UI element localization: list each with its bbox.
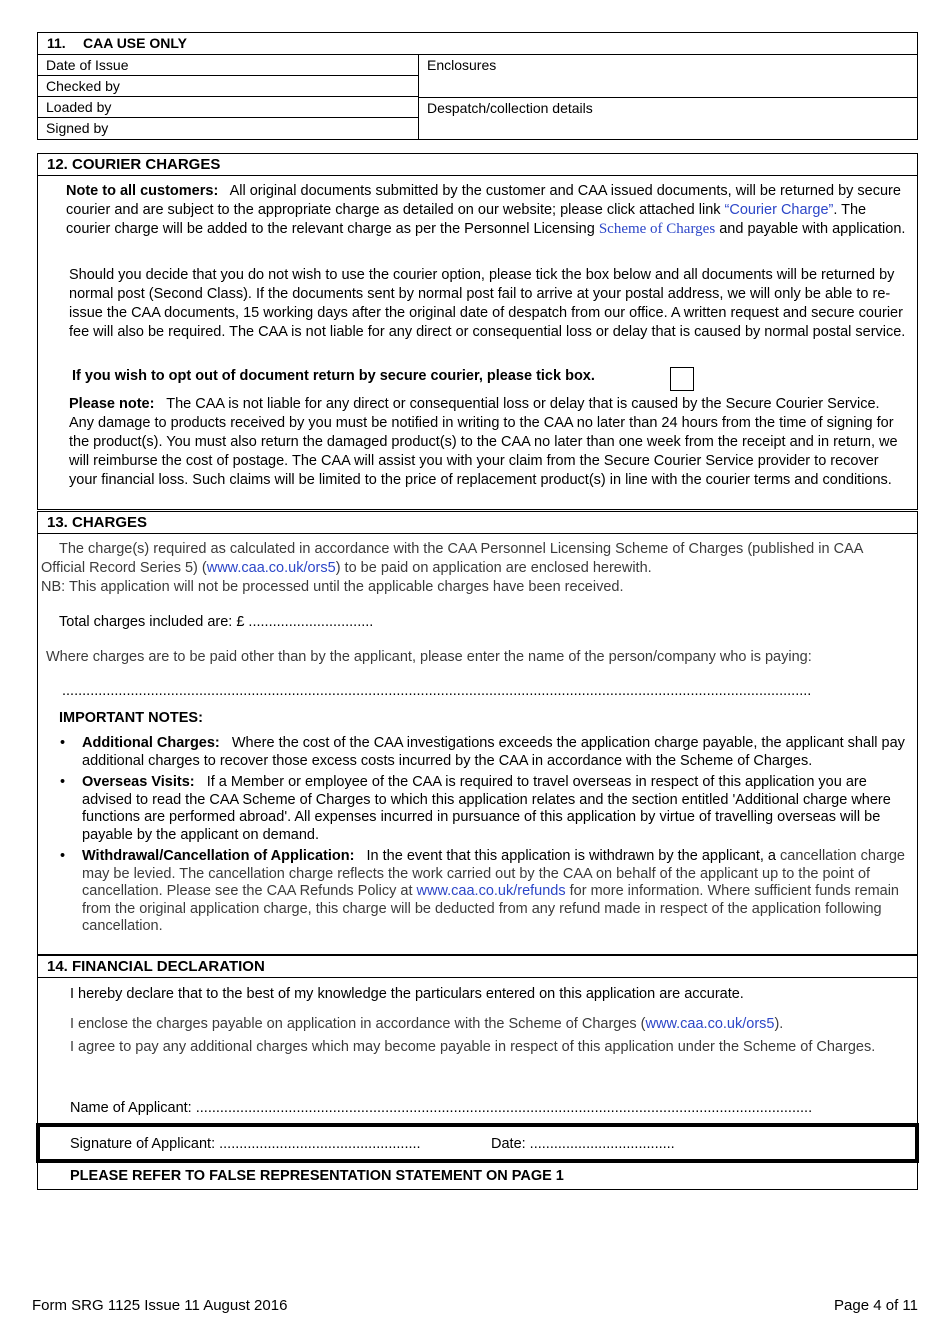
overseas-visits-label: Overseas Visits: xyxy=(82,774,195,790)
charges-text-1: The charge(s) required as calculated in accordance with the CAA Personnel Licensing Scheme of Charges (published in CAA Official Record Series 5) ( xyxy=(41,541,863,576)
enclose-text-2: ). xyxy=(774,1016,784,1032)
important-notes-list xyxy=(56,735,905,940)
section-courier-charges xyxy=(37,153,918,510)
please-note xyxy=(69,395,907,490)
withdrawal-label: Withdrawal/Cancellation of Application: xyxy=(82,848,355,864)
bullet: • xyxy=(60,735,66,751)
opt-out-checkbox[interactable] xyxy=(670,367,694,391)
ors5-link[interactable]: www.caa.co.uk/ors5 xyxy=(645,1016,775,1032)
false-representation-notice: PLEASE REFER TO FALSE REPRESENTATION STATEMENT ON PAGE 1 xyxy=(70,1168,564,1184)
declaration-text: I hereby declare that to the best of my knowledge the particulars entered on this application are accurate. xyxy=(70,986,744,1002)
enclosures-field[interactable]: Enclosures xyxy=(419,55,917,98)
charges-text xyxy=(41,540,909,578)
important-notes-title: IMPORTANT NOTES: xyxy=(59,710,203,726)
payer-name-field[interactable]: .......................................................................................................................................................................................... xyxy=(62,683,812,699)
section-title: 13. CHARGES xyxy=(38,512,917,534)
note-text-2: . The courier charge will be added to the relevant charge as per the Personnel Licensing xyxy=(66,202,867,237)
list-item xyxy=(56,848,905,936)
refunds-link[interactable]: www.caa.co.uk/refunds xyxy=(416,883,566,899)
section-financial-declaration xyxy=(37,955,918,1190)
other-payer-text: Where charges are to be paid other than by the applicant, please enter the name of the person/company who is paying: xyxy=(46,649,812,665)
opt-out-label: If you wish to opt out of document return by secure courier, please tick box. xyxy=(72,368,595,384)
enclose-text xyxy=(70,1013,887,1036)
withdrawal-text-1: In the event that this application is withdrawn by the applicant, a xyxy=(366,848,777,864)
caa-fields-left xyxy=(38,55,419,139)
signed-by-field[interactable]: Signed by xyxy=(38,118,419,139)
section-title: 12. COURIER CHARGES xyxy=(38,154,917,176)
nb-text: NB: This application will not be processed until the applicable charges have been received. xyxy=(41,579,624,595)
signature-box xyxy=(36,1123,919,1163)
list-item xyxy=(56,735,905,770)
page-number: Page 4 of 11 xyxy=(834,1297,918,1314)
section-title: CAA USE ONLY xyxy=(83,35,187,51)
charges-text-2: ) to be paid on application are enclosed herewith. xyxy=(335,560,652,576)
ors5-link[interactable]: www.caa.co.uk/ors5 xyxy=(206,560,336,576)
additional-charges-label: Additional Charges: xyxy=(82,735,220,751)
withdrawal-text-3: for more information. Where sufficient funds remain from the original application charge, this charge will be deducted from any refund made in respect of the application following cancellation. xyxy=(82,883,900,934)
date-field[interactable]: Date: .................................... xyxy=(491,1136,675,1152)
note-text: All original documents submitted by the customer and CAA issued documents, will be returned by secure courier and are subject to the appropriate charge as detailed on our website; please click attached link xyxy=(66,183,901,218)
courier-option-text: Should you decide that you do not wish to use the courier option, please tick the box below and all documents will be returned by normal post (Second Class). If the documents sent by normal post fail to arrive at your postal address, we will only be able to re-issue the CAA documents, 15 working days after the original date of despatch from our office. A written request and secure courier fee will also be required. The CAA is not liable for any direct or consequential loss or delay that is caused by normal postal service. xyxy=(69,267,906,340)
loaded-by-field[interactable]: Loaded by xyxy=(38,97,419,118)
section-caa-use-only xyxy=(37,32,918,140)
section-title: 14. FINANCIAL DECLARATION xyxy=(38,956,917,978)
checked-by-field[interactable]: Checked by xyxy=(38,76,419,97)
courier-charge-link[interactable]: “Courier Charge” xyxy=(724,202,834,218)
list-item xyxy=(56,774,905,844)
additional-charges-text: Where the cost of the CAA investigations exceeds the application charge payable, the applicant shall pay additional charges to recover those excess costs incurred by the CAA in accordance with the Scheme of Charges. xyxy=(82,735,905,769)
overseas-visits-text: If a Member or employee of the CAA is required to travel overseas in respect of this application you are advised to read the CAA Scheme of Charges to which this application relates and the section entitled 'Additional charge where functions are performed abroad'. All expenses incurred in pursuance of this application by virtue of travelling overseas will be payable by the applicant on demand. xyxy=(82,774,891,843)
withdrawal-text-2: cancellation charge may be levied. The cancellation charge reflects the work carried out by the CAA on behalf of the applicant up to the point of cancellation. Please see the CAA Refunds Policy at xyxy=(82,848,905,899)
date-of-issue-field[interactable]: Date of Issue xyxy=(38,55,419,76)
caa-fields-right xyxy=(419,55,917,141)
note-text-3: and payable with application. xyxy=(719,221,906,237)
despatch-details-field[interactable]: Despatch/collection details xyxy=(427,100,593,116)
enclose-text-1: I enclose the charges payable on application in accordance with the Scheme of Charges ( xyxy=(70,1016,646,1032)
bullet: • xyxy=(60,848,66,864)
applicant-name-field[interactable]: Name of Applicant: ......................................................................................................................................................... xyxy=(70,1100,813,1116)
form-identifier: Form SRG 1125 Issue 11 August 2016 xyxy=(32,1297,288,1314)
note-label: Note to all customers: xyxy=(66,183,219,199)
section-charges xyxy=(37,511,918,955)
scheme-of-charges-link[interactable]: Scheme of Charges xyxy=(598,221,716,237)
section-number: 11. xyxy=(47,35,66,51)
section-header xyxy=(38,33,917,55)
total-charges-field[interactable]: Total charges included are: £ ............................... xyxy=(59,614,374,630)
note-to-customers xyxy=(66,182,907,239)
please-note-text: The CAA is not liable for any direct or consequential loss or delay that is caused by the Secure Courier Service. Any damage to products received by you must be notified in writing to the CAA no later than 24 hours from the time of signing for the product(s). You must also return the damaged product(s) to the CAA no later than one week from the receipt and in return, we will reimburse the cost of postage. The CAA will assist you with your claim from the Secure Courier Service provider to recover your financial loss. Such claims will be limited to the price of replacement product(s) in line with the courier terms and conditions. xyxy=(69,396,898,488)
agree-text: I agree to pay any additional charges which may become payable in respect of this application under the Scheme of Charges. xyxy=(70,1039,876,1055)
bullet: • xyxy=(60,774,66,790)
signature-field[interactable]: Signature of Applicant: .................................................. xyxy=(70,1136,421,1152)
please-note-label: Please note: xyxy=(69,396,155,412)
